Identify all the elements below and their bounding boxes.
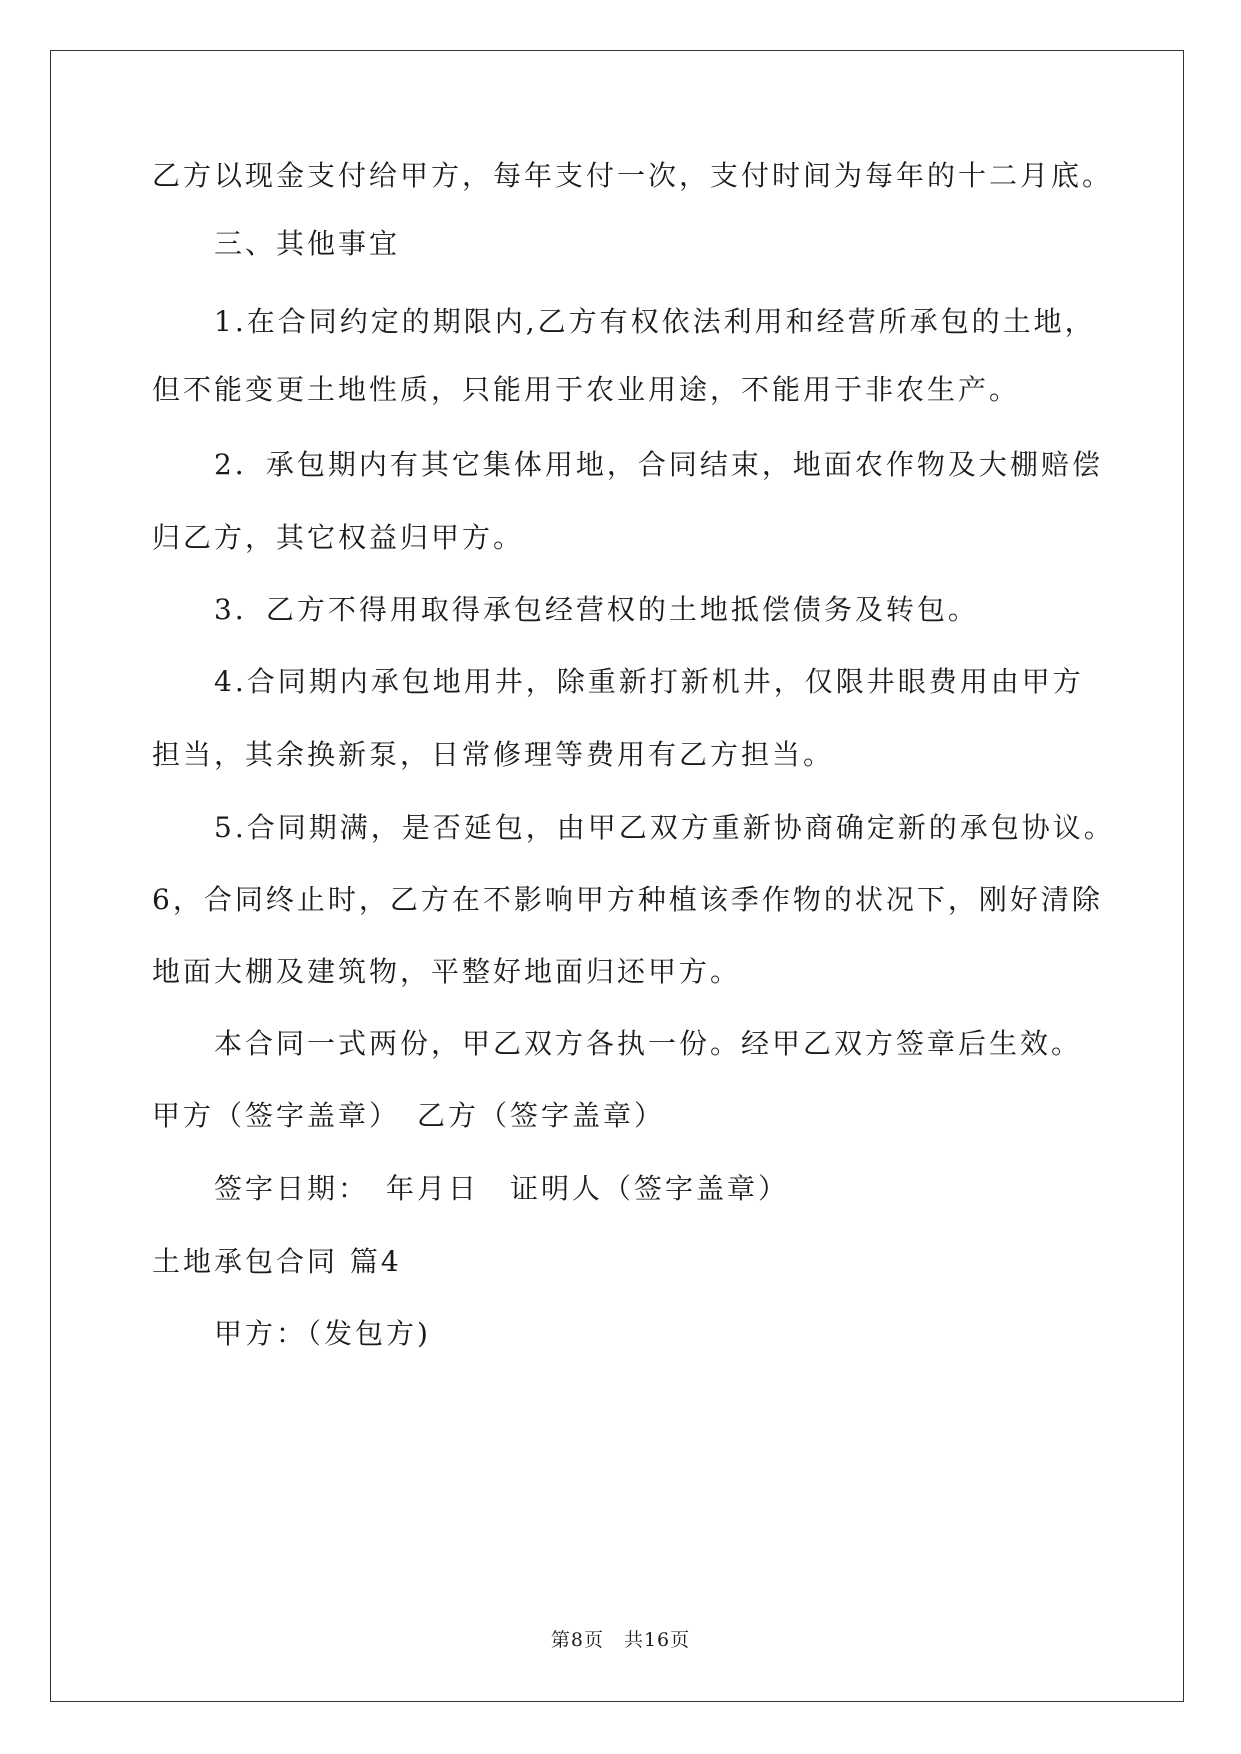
section-heading-other-matters: 三、其他事宜 [214, 227, 401, 260]
page-number: 第8页 [550, 1629, 604, 1651]
clause-2-line-2: 归乙方，其它权益归甲方。 [152, 521, 525, 554]
clause-1-line-2: 但不能变更土地性质，只能用于农业用途，不能用于非农生产。 [152, 373, 1021, 406]
signature-date-witness: 签字日期： 年月日 证明人（签字盖章） [214, 1172, 790, 1205]
contract-copies-note: 本合同一式两份，甲乙双方各执一份。经甲乙双方签章后生效。 [214, 1027, 1083, 1060]
text-line-payment: 乙方以现金支付给甲方，每年支付一次，支付时间为每年的十二月底。 [152, 159, 1114, 192]
clause-3: 3．乙方不得用取得承包经营权的土地抵偿债务及转包。 [214, 593, 979, 626]
clause-5: 5.合同期满，是否延包，由甲乙双方重新协商确定新的承包协议。 [214, 811, 1115, 844]
party-a-label: 甲方：（发包方) [214, 1317, 431, 1350]
clause-2-line-1: 2．承包期内有其它集体用地，合同结束，地面农作物及大棚赔偿 [214, 448, 1103, 481]
clause-4-line-1: 4.合同期内承包地用井，除重新打新机井，仅限井眼费用由甲方 [214, 665, 1084, 698]
contract-title-part-4: 土地承包合同 篇4 [152, 1245, 402, 1278]
clause-6-line-2: 地面大棚及建筑物，平整好地面归还甲方。 [152, 955, 742, 988]
clause-1-line-1: 1.在合同约定的期限内,乙方有权依法利用和经营所承包的土地， [214, 305, 1096, 338]
clause-4-line-2: 担当，其余换新泵，日常修理等费用有乙方担当。 [152, 738, 835, 771]
page-border [50, 50, 1184, 1702]
page-total: 共16页 [623, 1629, 691, 1651]
page-footer [0, 1628, 1241, 1652]
clause-6-line-1: 6，合同终止时，乙方在不影响甲方种植该季作物的状况下，刚好清除 [152, 883, 1103, 916]
signature-parties: 甲方（签字盖章） 乙方（签字盖章） [152, 1099, 666, 1132]
